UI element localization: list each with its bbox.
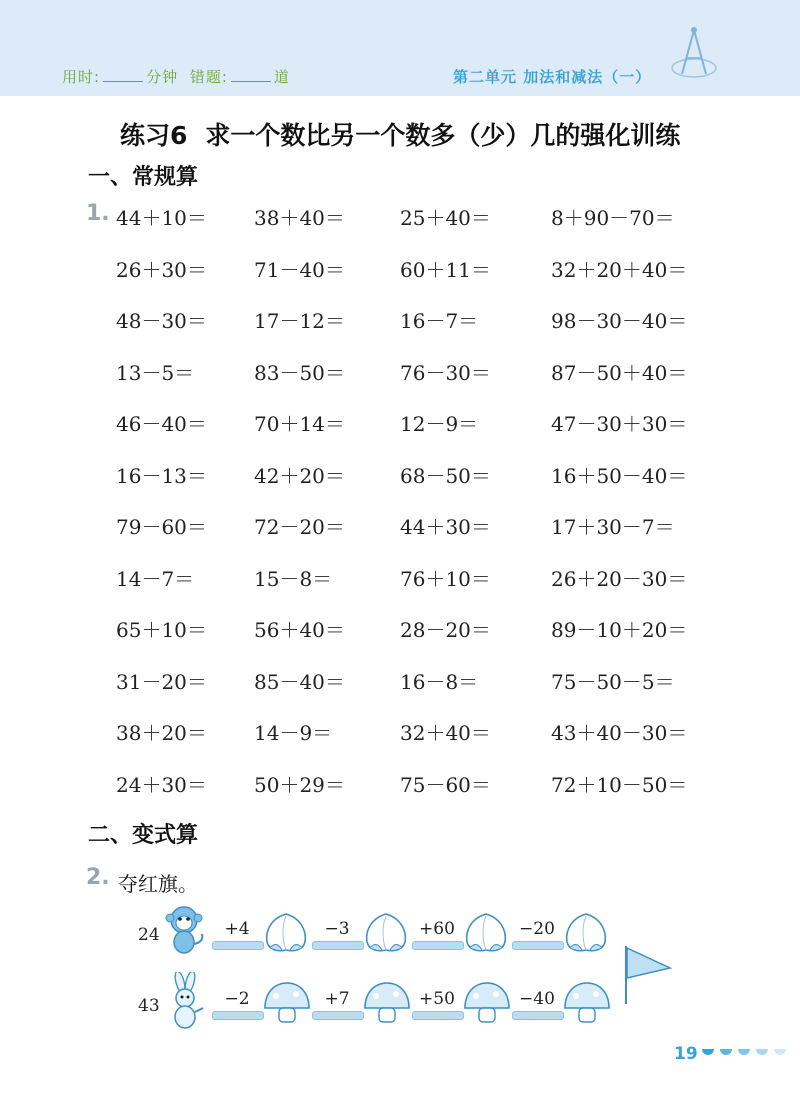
arithmetic-problem: 8＋90－70＝ — [551, 206, 675, 230]
operation-label: +60 — [419, 919, 455, 939]
time-unit: 分钟 — [146, 68, 179, 86]
arithmetic-problem: 50＋29＝ — [254, 772, 345, 797]
mushroom-answer-box[interactable] — [362, 980, 412, 1026]
arithmetic-problem: 75－60＝ — [400, 772, 491, 797]
arithmetic-problem: 16＋50－40＝ — [551, 463, 688, 488]
page-decoration — [700, 1047, 792, 1061]
chain-row-2-start: 43 — [138, 996, 160, 1016]
arrow-bar — [512, 1011, 564, 1020]
arithmetic-problem: 17＋30－7＝ — [551, 515, 675, 539]
arrow-bar — [512, 941, 564, 950]
peach-answer-box[interactable] — [462, 910, 510, 956]
peach-answer-box[interactable] — [262, 910, 310, 956]
operation-label: −2 — [224, 989, 250, 1009]
arithmetic-problem: 79－60＝ — [116, 515, 207, 539]
arithmetic-problem: 31－20＝ — [116, 669, 207, 694]
arithmetic-problem: 65＋10＝ — [116, 618, 207, 642]
exercise-topic: 求一个数比另一个数多（少）几的强化训练 — [205, 121, 681, 150]
section-1-heading: 一、常规算 — [88, 165, 199, 190]
arrow-bar — [312, 941, 364, 950]
time-label: 用时: — [62, 68, 101, 86]
arithmetic-problem: 16－8＝ — [400, 669, 479, 694]
arithmetic-problem: 47－30＋30＝ — [551, 412, 688, 436]
arithmetic-problem: 60＋11＝ — [400, 257, 491, 282]
arithmetic-problem: 48－30＝ — [116, 309, 207, 333]
operation-label: −20 — [519, 919, 555, 939]
arithmetic-problem: 17－12＝ — [254, 309, 345, 333]
question-2-prompt: 夺红旗。 — [118, 872, 198, 896]
arithmetic-problem: 13－5＝ — [116, 360, 195, 385]
arithmetic-problem: 16－13＝ — [116, 463, 207, 488]
rabbit-icon — [160, 972, 208, 1032]
time-blank[interactable] — [103, 67, 143, 82]
arithmetic-problem: 75－50－5＝ — [551, 669, 675, 694]
arithmetic-problem: 14－9＝ — [254, 721, 333, 745]
monkey-icon — [160, 904, 208, 956]
arithmetic-problem: 46－40＝ — [116, 412, 207, 436]
arithmetic-problem: 15－8＝ — [254, 566, 333, 591]
arithmetic-problem: 76－30＝ — [400, 360, 491, 385]
operation-label: +7 — [324, 989, 350, 1009]
arithmetic-problem: 26＋20－30＝ — [551, 566, 688, 591]
operation-label: +50 — [419, 989, 455, 1009]
arithmetic-problem: 85－40＝ — [254, 669, 345, 694]
mushroom-answer-box[interactable] — [462, 980, 512, 1026]
operation-label: −40 — [519, 989, 555, 1009]
arithmetic-problem: 71－40＝ — [254, 257, 345, 282]
arithmetic-problem: 26＋30＝ — [116, 257, 207, 282]
question-2-number: 2. — [86, 865, 110, 890]
arrow-bar — [212, 941, 264, 950]
arithmetic-problem: 76＋10＝ — [400, 566, 491, 591]
flag-icon — [620, 944, 674, 1006]
arithmetic-problem: 87－50＋40＝ — [551, 360, 688, 385]
arithmetic-problem: 25＋40＝ — [400, 206, 491, 230]
arithmetic-problem: 24＋30＝ — [116, 772, 207, 797]
exercise-title — [120, 116, 680, 152]
arithmetic-problem: 32＋40＝ — [400, 721, 491, 745]
peach-answer-box[interactable] — [562, 910, 610, 956]
arithmetic-problem: 28－20＝ — [400, 618, 491, 642]
operation-label: −3 — [324, 919, 350, 939]
errors-label: 错题: — [189, 68, 228, 86]
arithmetic-problem: 44＋10＝ — [116, 206, 207, 230]
arithmetic-problem: 70＋14＝ — [254, 412, 345, 436]
arrow-bar — [212, 1011, 264, 1020]
arithmetic-problem: 32＋20＋40＝ — [551, 257, 688, 282]
arithmetic-problem: 89－10＋20＝ — [551, 618, 688, 642]
mushroom-answer-box[interactable] — [262, 980, 312, 1026]
arithmetic-problem: 44＋30＝ — [400, 515, 491, 539]
arrow-bar — [312, 1011, 364, 1020]
arithmetic-problem: 72－20＝ — [254, 515, 345, 539]
arrow-bar — [412, 941, 464, 950]
peach-answer-box[interactable] — [362, 910, 410, 956]
time-errors-line — [62, 66, 290, 87]
errors-blank[interactable] — [231, 67, 271, 82]
arithmetic-problem: 42＋20＝ — [254, 463, 345, 488]
arithmetic-problem: 16－7＝ — [400, 309, 479, 333]
arithmetic-problem: 68－50＝ — [400, 463, 491, 488]
unit-title: 第二单元 加法和减法（一） — [453, 68, 652, 86]
arithmetic-problem: 98－30－40＝ — [551, 309, 688, 333]
arithmetic-problem: 43＋40－30＝ — [551, 721, 688, 745]
arithmetic-problem: 72＋10－50＝ — [551, 772, 688, 797]
chain-row-1-start: 24 — [138, 925, 160, 945]
arithmetic-problem: 38＋20＝ — [116, 721, 207, 745]
arithmetic-problem: 12－9＝ — [400, 412, 479, 436]
section-2-heading: 二、变式算 — [88, 823, 199, 848]
arrow-bar — [412, 1011, 464, 1020]
mushroom-answer-box[interactable] — [562, 980, 612, 1026]
question-1-number: 1. — [86, 201, 110, 226]
operation-label: +4 — [224, 919, 250, 939]
header-scallop-edge — [0, 86, 800, 106]
arithmetic-problem: 38＋40＝ — [254, 206, 345, 230]
compass-icon — [664, 24, 724, 84]
exercise-number: 练习6 — [120, 121, 188, 150]
arithmetic-problem: 56＋40＝ — [254, 618, 345, 642]
page-number: 19 — [674, 1044, 698, 1064]
arithmetic-problem: 83－50＝ — [254, 360, 345, 385]
arithmetic-problem: 14－7＝ — [116, 566, 195, 591]
errors-unit: 道 — [273, 68, 290, 86]
